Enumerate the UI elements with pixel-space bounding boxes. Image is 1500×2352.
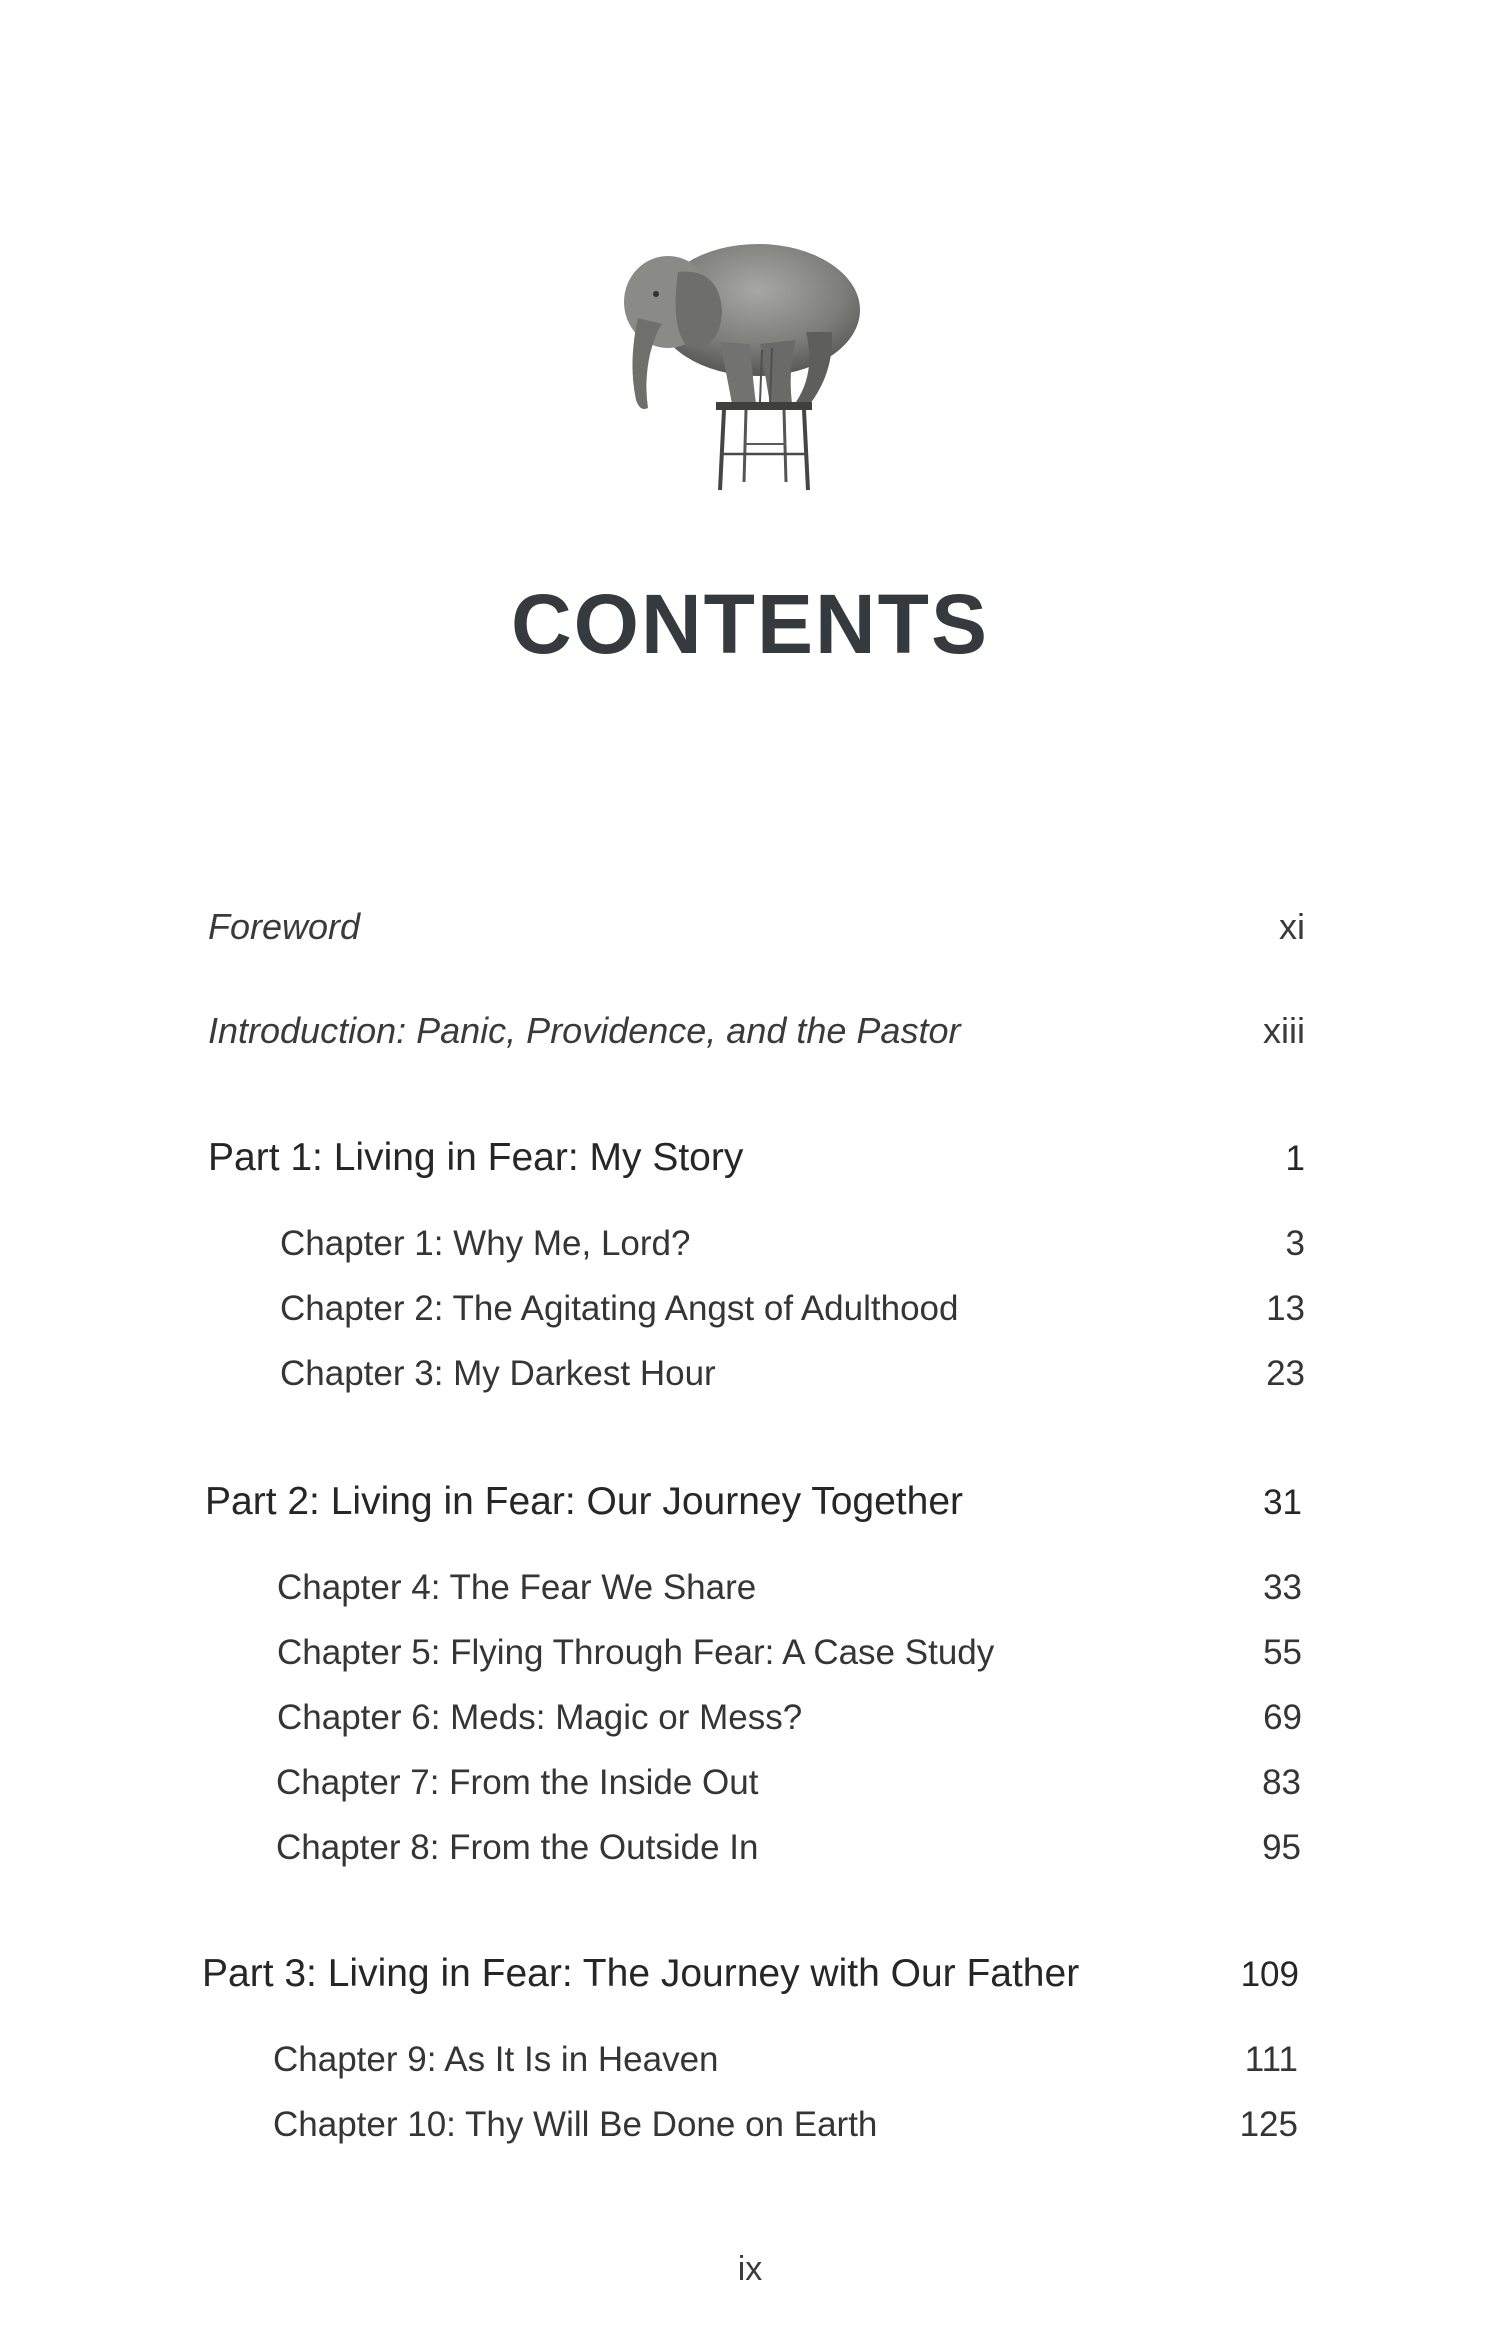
chapter-page: 125	[1239, 2105, 1298, 2144]
page-number: ix	[737, 2250, 763, 2288]
part-label: Part 3: Living in Fear: The Journey with Our Father	[202, 1952, 1080, 1995]
toc-chapter-5[interactable]	[277, 1633, 1302, 1673]
chapter-label: Chapter 2: The Agitating Angst of Adulthood	[280, 1289, 959, 1328]
chapter-page: 69	[1263, 1698, 1302, 1737]
entry-label: Introduction: Panic, Providence, and the Pastor	[208, 1010, 961, 1051]
chapter-page: 13	[1266, 1289, 1305, 1328]
chapter-page: 23	[1266, 1354, 1305, 1393]
chapter-page: 55	[1263, 1633, 1302, 1672]
toc-chapter-9[interactable]	[273, 2040, 1298, 2080]
toc-part-2[interactable]	[205, 1480, 1302, 1524]
toc-chapter-1[interactable]	[280, 1224, 1305, 1264]
chapter-label: Chapter 7: From the Inside Out	[276, 1763, 759, 1802]
chapter-label: Chapter 5: Flying Through Fear: A Case Study	[277, 1633, 995, 1672]
part-label: Part 1: Living in Fear: My Story	[208, 1136, 744, 1179]
toc-entry-introduction[interactable]	[208, 1010, 1305, 1052]
chapter-label: Chapter 4: The Fear We Share	[277, 1568, 757, 1607]
chapter-page: 95	[1262, 1828, 1301, 1867]
toc-chapter-4[interactable]	[277, 1568, 1302, 1608]
chapter-label: Chapter 6: Meds: Magic or Mess?	[277, 1698, 803, 1737]
entry-page: xiii	[1263, 1010, 1305, 1051]
toc-chapter-2[interactable]	[280, 1289, 1305, 1329]
chapter-label: Chapter 3: My Darkest Hour	[280, 1354, 716, 1393]
chapter-label: Chapter 10: Thy Will Be Done on Earth	[273, 2105, 878, 2144]
chapter-page: 33	[1263, 1568, 1302, 1607]
toc-chapter-10[interactable]	[273, 2105, 1298, 2145]
chapter-page: 3	[1285, 1224, 1305, 1263]
toc-part-3[interactable]	[202, 1952, 1299, 1996]
entry-label: Foreword	[208, 906, 361, 947]
toc-entry-foreword[interactable]	[208, 906, 1305, 948]
page-title: CONTENTS	[511, 577, 989, 671]
part-page: 109	[1240, 1955, 1299, 1994]
chapter-page: 83	[1262, 1763, 1301, 1802]
part-label: Part 2: Living in Fear: Our Journey Together	[205, 1480, 964, 1523]
part-page: 31	[1263, 1483, 1302, 1522]
chapter-label: Chapter 9: As It Is in Heaven	[273, 2040, 719, 2079]
toc-chapter-3[interactable]	[280, 1354, 1305, 1394]
toc-chapter-8[interactable]	[276, 1828, 1301, 1868]
entry-page: xi	[1279, 906, 1305, 947]
part-page: 1	[1285, 1139, 1305, 1178]
toc-chapter-6[interactable]	[277, 1698, 1302, 1738]
chapter-page: 111	[1244, 2040, 1298, 2079]
toc-part-1[interactable]	[208, 1136, 1305, 1180]
toc-chapter-7[interactable]	[276, 1763, 1301, 1803]
chapter-label: Chapter 1: Why Me, Lord?	[280, 1224, 691, 1263]
chapter-label: Chapter 8: From the Outside In	[276, 1828, 759, 1867]
